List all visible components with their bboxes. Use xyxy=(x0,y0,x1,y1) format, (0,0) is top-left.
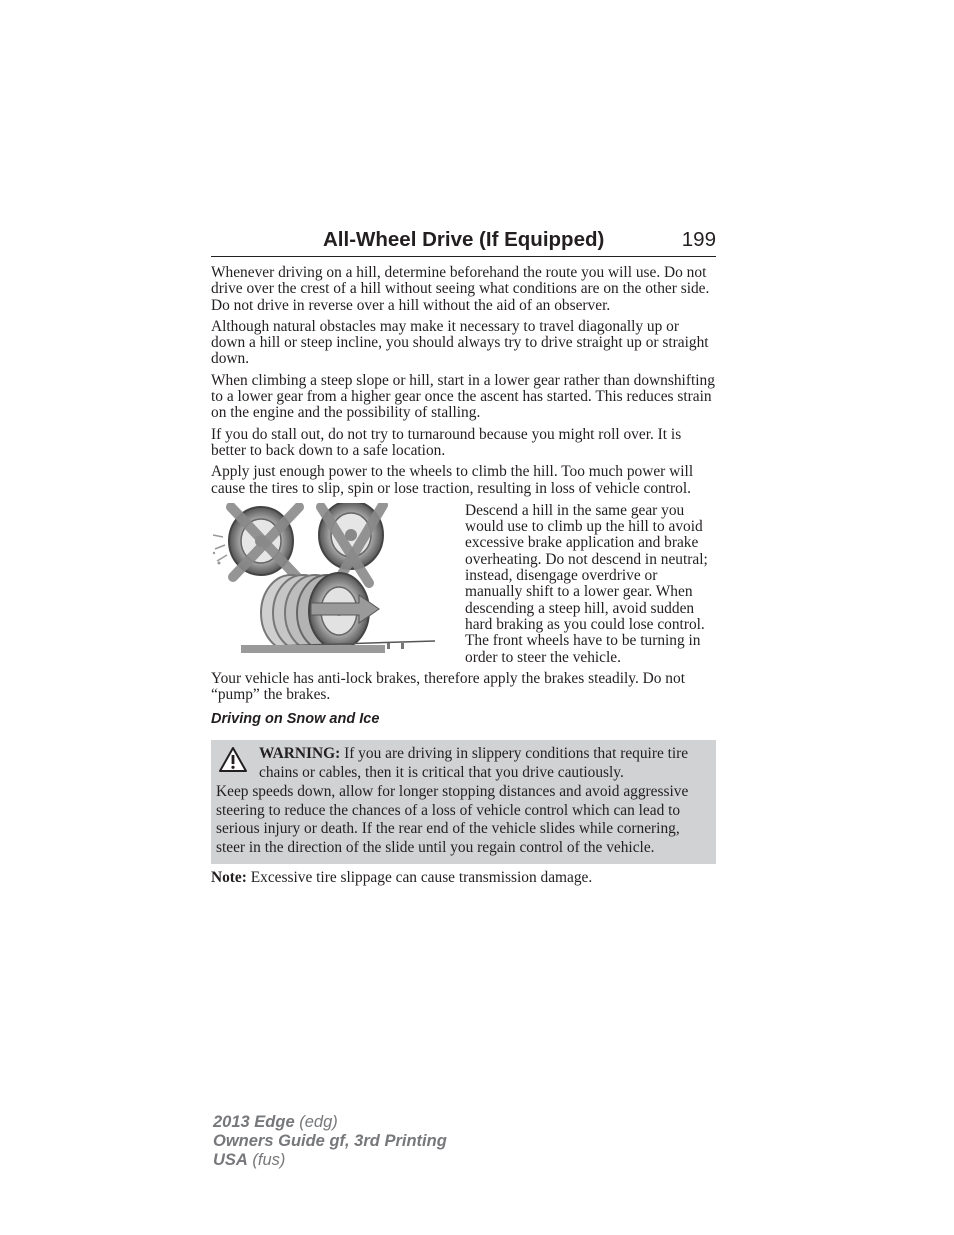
section-title: All-Wheel Drive (If Equipped) xyxy=(323,228,605,251)
tire-illustration xyxy=(211,503,441,663)
warning-label: WARNING: xyxy=(259,745,341,763)
paragraph-apply-power: Apply just enough power to the wheels to climb the hill. Too much power will cause the tires to slip, spin or lose traction, resulting in loss of vehicle control. xyxy=(211,463,694,497)
page-header xyxy=(211,228,716,257)
footer-model-code: (edg) xyxy=(294,1113,338,1131)
manual-page xyxy=(211,228,716,886)
note-text: Excessive tire slippage can cause transmission damage. xyxy=(246,868,593,886)
page-number: 199 xyxy=(681,228,716,251)
footer-line-1 xyxy=(213,1113,447,1132)
warning-box xyxy=(211,740,716,863)
note xyxy=(211,870,716,886)
paragraph-anti-lock-brakes: Your vehicle has anti-lock brakes, therefore apply the brakes steadily. Do not “pump” the brakes. xyxy=(211,669,685,704)
subheading-snow-ice: Driving on Snow and Ice xyxy=(211,711,380,728)
footer-line-2: Owners Guide gf, 3rd Printing xyxy=(213,1132,447,1150)
paragraph-hill-route: Whenever driving on a hill, determine beforehand the route you will use. Do not drive over the crest of a hill without seeing what conditions are on the other side. Do not drive in reverse over a hill without the aid of an observer. xyxy=(211,264,710,314)
footer-line-3 xyxy=(213,1151,447,1170)
tire-illustration-svg xyxy=(211,503,441,663)
footer-market: USA xyxy=(213,1151,248,1169)
paragraph-descend-hill: Descend a hill in the same gear you would use to climb up the hill to avoid excessive brake application and brake overheating. Do not descend in neutral; instead, disengage overdrive or manually shift to a lower gear. When descending a steep hill, avoid sudden hard braking as you could lose control. The front wheels have to be turning in order to steer the vehicle. xyxy=(465,501,708,666)
note-label: Note: xyxy=(211,868,247,886)
warning-triangle-icon xyxy=(218,746,248,774)
footer-market-code: (fus) xyxy=(247,1151,286,1169)
paragraph-lower-gear: When climbing a steep slope or hill, start in a lower gear rather than downshifting to a lower gear from a higher gear once the ascent has started. This reduces strain on the engine and the possibility of stalling. xyxy=(211,371,715,422)
footer-model: 2013 Edge xyxy=(213,1113,295,1131)
page-footer xyxy=(213,1113,447,1170)
warning-rest-text: Keep speeds down, allow for longer stopping distances and avoid aggressive steering to reduce the chances of a loss of vehicle control which can lead to serious injury or death. If the rear end of the vehicle slides while cornering, steer in the direction of the slide until you regain control of the vehicle. xyxy=(216,782,689,856)
figure-row xyxy=(211,503,716,666)
warning-first-text: If you are driving in slippery conditions that require tire chains or cables, then it is critical that you drive cautiously. xyxy=(259,745,689,782)
paragraph-stall-out: If you do stall out, do not try to turnaround because you might roll over. It is better to back down to a safe location. xyxy=(211,425,682,459)
paragraph-drive-straight: Although natural obstacles may make it necessary to travel diagonally up or down a hill or steep incline, you should always try to drive straight up or straight down. xyxy=(211,317,709,368)
warning-first-lines xyxy=(216,745,708,782)
